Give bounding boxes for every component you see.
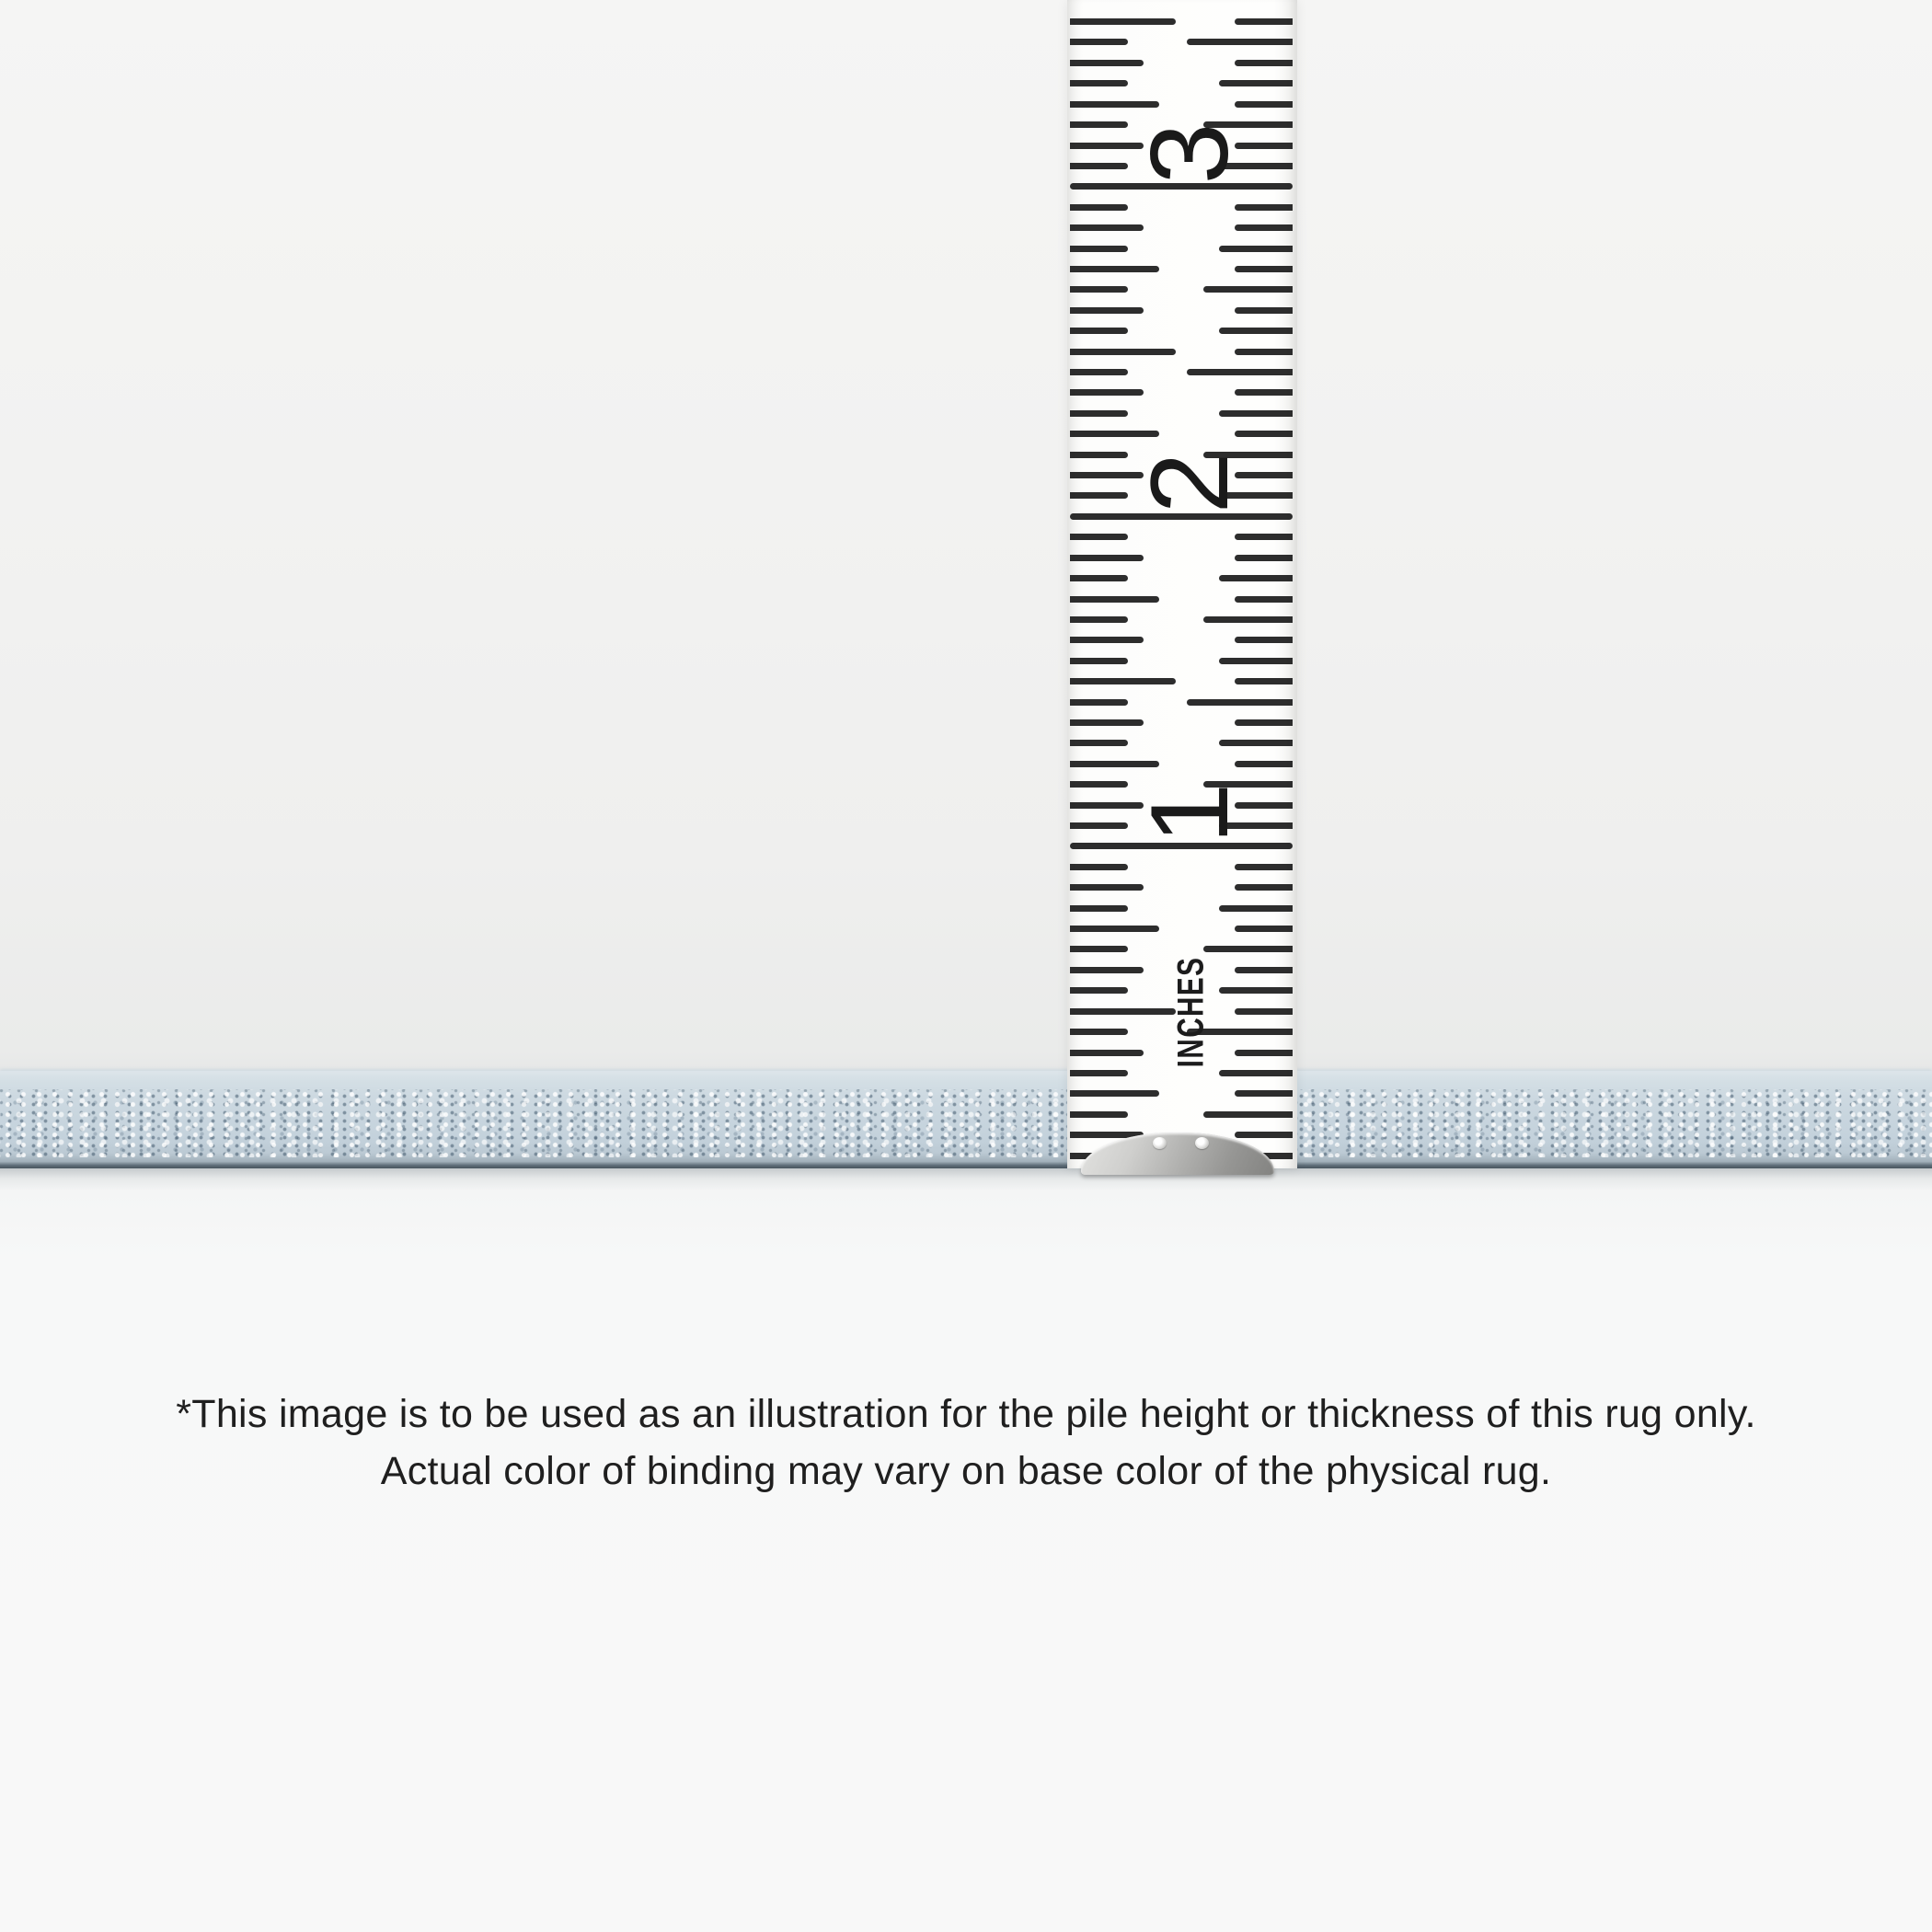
ruler-tick [1070, 699, 1128, 706]
ruler-inch-number: 1 [1128, 782, 1251, 845]
ruler-tick [1070, 204, 1128, 211]
ruler-tick [1070, 987, 1128, 994]
ruler-tick [1070, 761, 1159, 767]
ruler-tick [1070, 389, 1144, 396]
ruler-tick [1219, 410, 1293, 417]
ruler-tick [1070, 39, 1128, 45]
ruler-tick [1070, 1029, 1128, 1035]
disclaimer-line-1: *This image is to be used as an illustration for the pile height or thickness of this rug only. [176, 1392, 1756, 1436]
ruler-tick [1235, 349, 1293, 355]
ruler-tick [1219, 328, 1293, 334]
ruler-tick [1070, 637, 1144, 643]
ruler-tick [1070, 60, 1144, 66]
ruler-tick [1219, 905, 1293, 912]
disclaimer-text [0, 1386, 1932, 1500]
ruler-tick [1070, 946, 1128, 952]
ruler-tick [1070, 349, 1176, 355]
ruler-tick [1203, 1111, 1293, 1118]
ruler-tick [1203, 286, 1293, 293]
ruler-tick [1235, 431, 1293, 437]
ruler-tick [1219, 575, 1293, 581]
disclaimer-line-2: Actual color of binding may vary on base color of the physical rug. [380, 1449, 1552, 1493]
ruler-tick [1070, 492, 1128, 499]
ruler-tick [1070, 369, 1128, 375]
ruler-tick [1235, 266, 1293, 272]
ruler-tick [1235, 1132, 1293, 1138]
ruler-tick [1070, 555, 1144, 561]
ruler-tick [1235, 596, 1293, 603]
ruler-tick [1235, 884, 1293, 891]
ruler-inch-number: 2 [1128, 453, 1251, 514]
ruler-tick [1070, 1090, 1159, 1097]
cap-rivet [1195, 1137, 1209, 1149]
ruler-tick [1235, 1090, 1293, 1097]
cap-rivet [1153, 1137, 1167, 1149]
ruler-tick [1070, 80, 1128, 86]
ruler-tick [1070, 328, 1128, 334]
ruler-tick [1070, 431, 1159, 437]
ruler-tick [1070, 266, 1159, 272]
ruler-tick [1203, 616, 1293, 623]
ruler-tick [1070, 678, 1176, 684]
ruler-tick [1070, 905, 1128, 912]
ruler-tick [1070, 163, 1128, 169]
ruler-tick [1187, 369, 1293, 375]
ruler-tick [1070, 658, 1128, 664]
ruler-tick [1070, 926, 1159, 932]
ruler-tick [1187, 699, 1293, 706]
ruler-tick [1219, 246, 1293, 252]
ruler-tick [1070, 822, 1128, 829]
ruler-tick [1070, 410, 1128, 417]
ruler-tick [1070, 740, 1128, 746]
ruler-tick [1219, 987, 1293, 994]
ruler-tick [1070, 307, 1144, 314]
ruler [1067, 0, 1297, 1168]
ruler-tick [1070, 864, 1128, 870]
ruler-tick [1070, 1070, 1128, 1076]
ruler-tick [1070, 884, 1144, 891]
ruler-tick [1070, 575, 1128, 581]
ruler-tick [1070, 967, 1144, 973]
ruler-tick [1235, 1008, 1293, 1015]
ruler-tick [1235, 389, 1293, 396]
ruler-tick [1235, 864, 1293, 870]
ruler-tick [1219, 1070, 1293, 1076]
ruler-tick [1070, 1050, 1144, 1056]
ruler-tick [1203, 946, 1293, 952]
ruler-tick [1235, 60, 1293, 66]
ruler-tick [1235, 719, 1293, 726]
ruler-tick [1070, 534, 1128, 540]
ruler-tick [1219, 740, 1293, 746]
ruler-tick [1070, 101, 1159, 108]
ruler-tick [1235, 967, 1293, 973]
rug-pile-texture [0, 1089, 1932, 1157]
ruler-tick [1187, 39, 1293, 45]
ruler-tick [1235, 926, 1293, 932]
ruler-tick [1070, 1111, 1128, 1118]
ruler-tick [1219, 658, 1293, 664]
ruler-tick [1070, 18, 1176, 25]
ruler-tick [1070, 719, 1144, 726]
ruler-tick [1070, 224, 1144, 231]
ruler-tick [1235, 204, 1293, 211]
rug-side-profile [0, 1071, 1932, 1168]
ruler-tick [1070, 781, 1128, 788]
ruler-tick [1070, 246, 1128, 252]
ruler-tick [1070, 596, 1159, 603]
ruler-tick [1235, 224, 1293, 231]
ruler-tick [1235, 761, 1293, 767]
ruler-tick [1235, 101, 1293, 108]
ruler-tick [1070, 452, 1128, 458]
ruler-inch-line [1070, 513, 1293, 520]
ruler-tick [1235, 18, 1293, 25]
ruler-tick [1070, 1008, 1176, 1015]
ruler-tick [1235, 534, 1293, 540]
ruler-tick [1235, 307, 1293, 314]
ruler-tick [1070, 616, 1128, 623]
ruler-inch-number: 3 [1128, 122, 1251, 185]
ruler-inch-line [1070, 843, 1293, 849]
ruler-tick [1235, 637, 1293, 643]
ruler-tick [1219, 80, 1293, 86]
ruler-tick [1235, 1050, 1293, 1056]
floor-surface [0, 1168, 1932, 1932]
ruler-tick [1070, 286, 1128, 293]
ruler-tick [1070, 121, 1128, 128]
inches-label: INCHES [1170, 956, 1212, 1068]
ruler-tick [1235, 555, 1293, 561]
ruler-tick [1235, 678, 1293, 684]
